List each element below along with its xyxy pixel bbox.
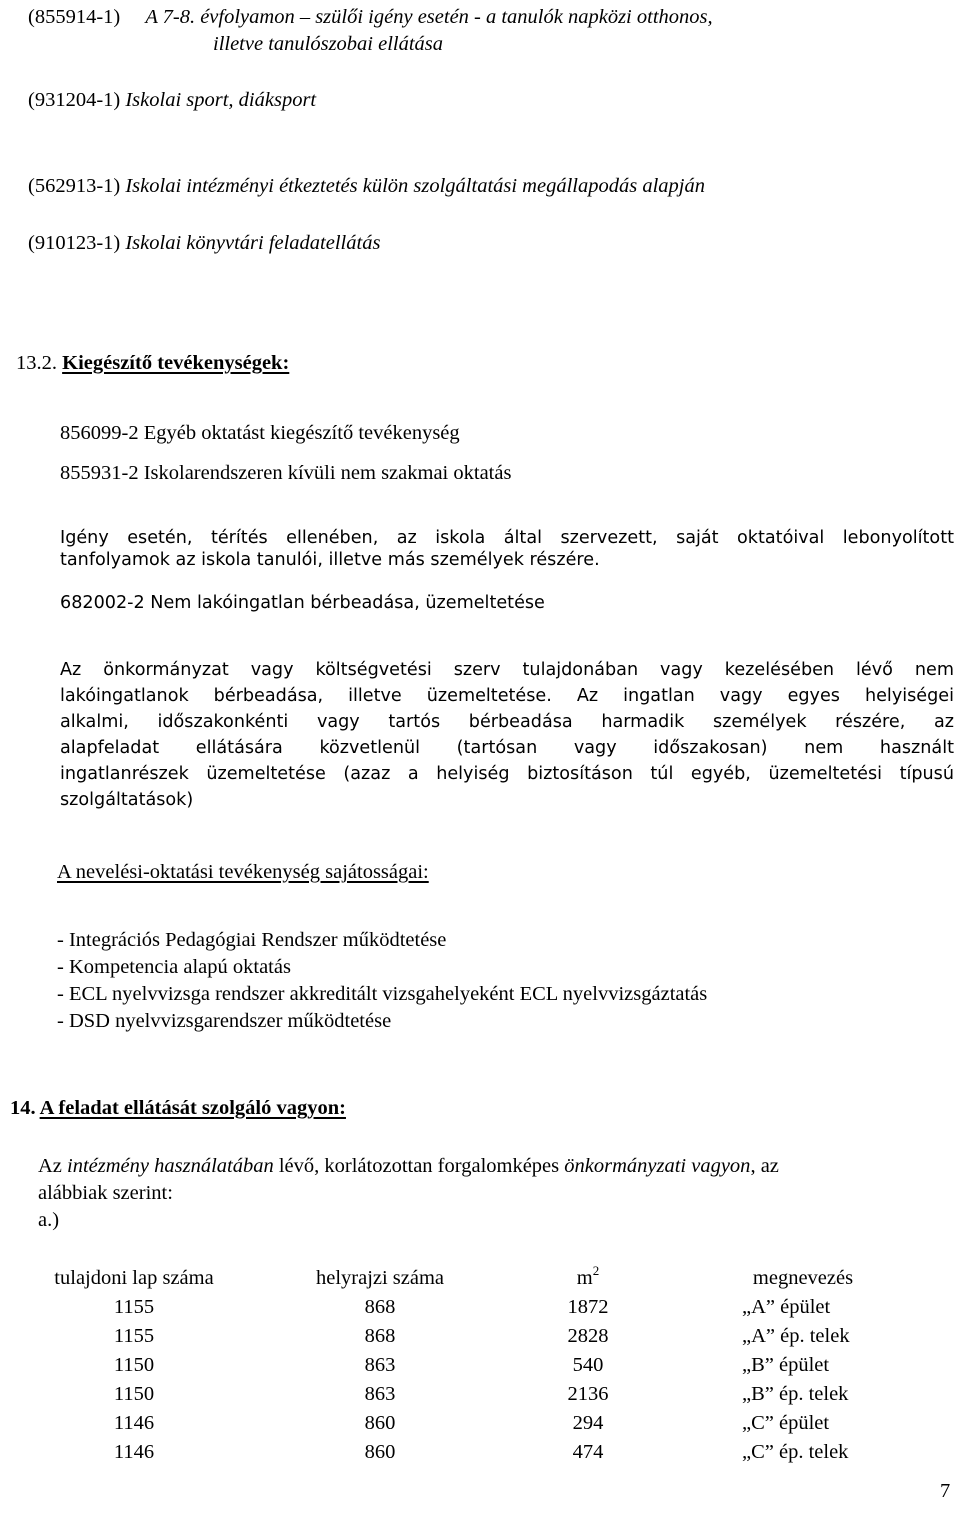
table-row — [36, 1295, 958, 1324]
table-cell: „C” ép. telek — [742, 1441, 849, 1463]
table-cell: 1155 — [113, 1325, 155, 1347]
table-cell: 1150 — [113, 1354, 155, 1376]
service-item-1 — [28, 5, 713, 31]
rental-description — [60, 657, 954, 813]
service-code: (855914-1) — [28, 6, 121, 28]
text-line: alkalmi, időszakonkénti vagy tartós bérbeadása harmadik személyek részére, az — [60, 712, 954, 732]
assets-intro — [38, 1153, 779, 1234]
service-item-4 — [28, 231, 380, 257]
table-row — [36, 1440, 958, 1469]
service-code: (562913-1) — [28, 175, 121, 197]
specialties-list — [57, 927, 707, 1035]
section-14-heading — [10, 1096, 346, 1122]
intro-line: Az intézmény használatában lévő, korlátozottan forgalomképes önkormányzati vagyon, az — [38, 1155, 779, 1177]
section-number: 14. — [10, 1097, 36, 1119]
service-text: Iskolai intézményi étkeztetés külön szolgáltatási megállapodás alapján — [125, 175, 705, 197]
table-cell: „B” ép. telek — [742, 1383, 849, 1405]
section-number: 13.2. — [16, 352, 57, 374]
table-cell: 474 — [572, 1441, 604, 1463]
table-row — [36, 1324, 958, 1353]
table-cell: „A” épület — [742, 1296, 831, 1318]
page-number: 7 — [940, 1480, 951, 1502]
table-cell: 863 — [364, 1354, 396, 1376]
table-cell: 294 — [572, 1412, 604, 1434]
table-cell: 1146 — [113, 1441, 155, 1463]
service-text: A 7-8. évfolyamon – szülői igény esetén - a tanulók napközi otthonos, — [145, 6, 713, 28]
list-item: - Kompetencia alapú oktatás — [57, 956, 291, 978]
table-row — [36, 1411, 958, 1440]
service-item-1-continuation: illetve tanulószobai ellátása — [213, 33, 444, 55]
section-title: Kiegészítő tevékenységek: — [62, 352, 290, 374]
text-line: Igény esetén, térítés ellenében, az iskola által szervezett, saját oktatóival lebonyolított — [60, 528, 954, 548]
list-item: - DSD nyelvvizsgarendszer működtetése — [57, 1010, 392, 1032]
section-13-2-heading — [16, 351, 289, 377]
activity-line: 855931-2 Iskolarendszeren kívüli nem szakmai oktatás — [60, 462, 512, 484]
table-cell: 860 — [364, 1412, 396, 1434]
table-cell: „B” épület — [742, 1354, 830, 1376]
text-line: szolgáltatások) — [60, 790, 194, 810]
table-cell: 868 — [364, 1325, 396, 1347]
table-cell: „A” ép. telek — [742, 1325, 850, 1347]
service-item-2 — [28, 88, 316, 114]
table-row — [36, 1353, 958, 1382]
table-cell: 2828 — [567, 1325, 609, 1347]
text-line: Az önkormányzat vagy költségvetési szerv tulajdonában vagy kezelésében lévő nem — [60, 660, 954, 680]
table-cell: 1872 — [567, 1296, 609, 1318]
table-cell: 2136 — [567, 1383, 609, 1405]
text-line: tanfolyamok az iskola tanulói, illetve más személyek részére. — [60, 549, 600, 570]
service-code: (910123-1) — [28, 232, 121, 254]
sub-label: a.) — [38, 1209, 60, 1231]
list-item: - Integrációs Pedagógiai Rendszer működtetése — [57, 929, 447, 951]
table-cell: 1155 — [113, 1296, 155, 1318]
service-text: Iskolai sport, diáksport — [125, 89, 317, 111]
activity-line: 682002-2 Nem lakóingatlan bérbeadása, üzemeltetése — [60, 593, 545, 613]
column-header: tulajdoni lap száma — [54, 1267, 214, 1289]
text-line: ingatlanrészek üzemeltetése (azaz a helyiség biztosításon túl egyéb, üzemeltetési típusú — [60, 764, 954, 784]
table-cell: 540 — [572, 1354, 604, 1376]
table-cell: 863 — [364, 1383, 396, 1405]
property-table — [36, 1263, 958, 1469]
column-header: megnevezés — [752, 1267, 854, 1289]
table-row — [36, 1382, 958, 1411]
supplementary-description — [60, 528, 954, 572]
specialties-heading: A nevelési-oktatási tevékenység sajátosságai: — [57, 861, 429, 883]
column-header: helyrajzi száma — [315, 1267, 445, 1289]
text-line: alapfeladat ellátására közvetlenül (tartósan vagy időszakosan) nem használt — [60, 738, 954, 758]
column-header: $m^2$ — [576, 1263, 600, 1289]
service-item-3 — [28, 174, 705, 200]
intro-line: alábbiak szerint: — [38, 1182, 173, 1204]
text-line: lakóingatlanok bérbeadása, illetve üzemeltetése. Az ingatlan vagy egyes helyiségei — [60, 686, 954, 706]
service-text: Iskolai könyvtári feladatellátás — [125, 232, 381, 254]
table-cell: 1150 — [113, 1383, 155, 1405]
table-header-row — [36, 1266, 958, 1295]
list-item: - ECL nyelvvizsga rendszer akkreditált vizsgahelyeként ECL nyelvvizsgáztatás — [57, 983, 708, 1005]
activity-line: 856099-2 Egyéb oktatást kiegészítő tevékenység — [60, 422, 460, 444]
table-cell: „C” épület — [742, 1412, 830, 1434]
service-code: (931204-1) — [28, 89, 121, 111]
table-cell: 1146 — [113, 1412, 155, 1434]
table-cell: 860 — [364, 1441, 396, 1463]
section-title: A feladat ellátását szolgáló vagyon: — [39, 1097, 346, 1119]
table-cell: 868 — [364, 1296, 396, 1318]
